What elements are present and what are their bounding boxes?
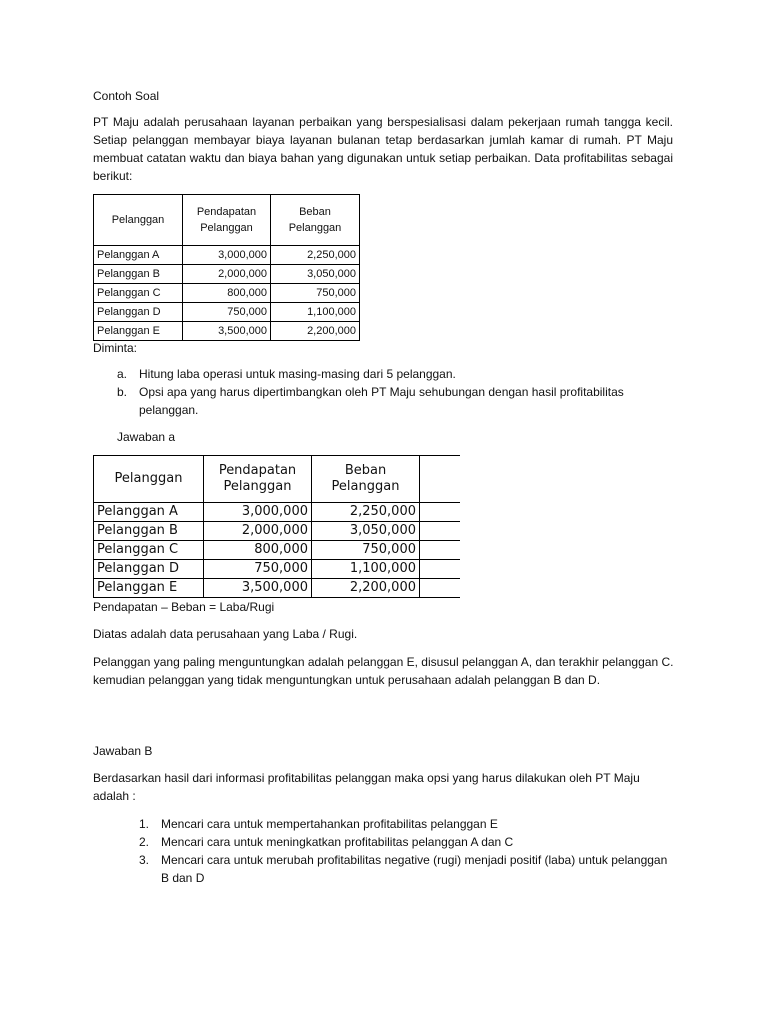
profit-table-2 — [93, 455, 460, 598]
table-cell: Pelanggan E — [94, 579, 204, 598]
table2-header-cell: Beban Pelanggan — [312, 456, 420, 503]
table-cell: 750,000 — [183, 303, 271, 322]
list-marker: a. — [117, 367, 128, 381]
table1-header-cell: Pelanggan — [94, 195, 183, 246]
table-row — [94, 503, 460, 522]
jawaban-b-intro: Berdasarkan hasil dari informasi profitabilitas pelanggan maka opsi yang harus dilakukan oleh PT Maju adalah : — [93, 771, 640, 803]
table-cell: Pelanggan C — [94, 541, 204, 560]
table-cell: 2,250,000 — [312, 503, 420, 522]
table-cell: 2,000,000 — [183, 265, 271, 284]
table-cell: 3,500,000 — [204, 579, 312, 598]
table-row — [94, 284, 360, 303]
table2-clip — [93, 455, 461, 595]
table-cell: 3,050,000 — [271, 265, 360, 284]
table-cell: 2,250,000 — [271, 246, 360, 265]
table-cell-empty — [420, 541, 460, 560]
list-text: Hitung laba operasi untuk masing-masing dari 5 pelanggan. — [139, 367, 456, 381]
table-cell: Pelanggan A — [94, 246, 183, 265]
table-row — [94, 541, 460, 560]
table-cell: 3,000,000 — [204, 503, 312, 522]
table-row — [94, 246, 360, 265]
table-cell: Pelanggan C — [94, 284, 183, 303]
formula-text: Pendapatan – Beban = Laba/Rugi — [93, 600, 275, 614]
table-row — [94, 560, 460, 579]
table1-header-row — [94, 195, 360, 246]
table-cell: Pelanggan E — [94, 322, 183, 341]
list-text: Opsi apa yang harus dipertimbangkan oleh PT Maju sehubungan dengan hasil profitabilitas pelanggan. — [139, 385, 624, 417]
table-cell: 750,000 — [204, 560, 312, 579]
table1-clip — [93, 194, 363, 337]
table-cell-empty — [420, 560, 460, 579]
heading-contoh-soal: Contoh Soal — [93, 89, 160, 103]
table-cell: 1,100,000 — [312, 560, 420, 579]
diminta-label: Diminta: — [93, 341, 138, 355]
table-cell: Pelanggan D — [94, 560, 204, 579]
table-cell: Pelanggan D — [94, 303, 183, 322]
table2-header-cell: Pelanggan — [94, 456, 204, 503]
table-cell: 3,050,000 — [312, 522, 420, 541]
list-marker: 3. — [139, 853, 150, 867]
table-cell-empty — [420, 579, 460, 598]
table-cell: 3,500,000 — [183, 322, 271, 341]
jawaban-b-label: Jawaban B — [93, 744, 153, 758]
table-cell: 2,000,000 — [204, 522, 312, 541]
list-text: Mencari cara untuk meningkatkan profitabilitas pelanggan A dan C — [161, 835, 514, 849]
table-cell: Pelanggan B — [94, 265, 183, 284]
list-text: Mencari cara untuk merubah profitabilitas negative (rugi) menjadi positif (laba) untuk pelanggan B dan D — [161, 853, 668, 885]
table-cell: 800,000 — [183, 284, 271, 303]
table-row — [94, 579, 460, 598]
jawaban-a-label: Jawaban a — [117, 430, 176, 444]
table-cell: 1,100,000 — [271, 303, 360, 322]
table-row — [94, 322, 360, 341]
list-marker: 2. — [139, 835, 150, 849]
table-cell: Pelanggan B — [94, 522, 204, 541]
profit-table-1 — [93, 194, 360, 341]
table-row — [94, 265, 360, 284]
table-row — [94, 522, 460, 541]
conclusion-paragraph: Pelanggan yang paling menguntungkan adalah pelanggan E, disusul pelanggan A, dan terakhir pelanggan C. kemudian pelanggan yang tidak menguntungkan untuk perusahaan adalah pelanggan B dan D. — [93, 655, 674, 687]
list-marker: 1. — [139, 817, 150, 831]
table-cell: 2,200,000 — [312, 579, 420, 598]
table-cell: 800,000 — [204, 541, 312, 560]
table-cell: 3,000,000 — [183, 246, 271, 265]
note-text: Diatas adalah data perusahaan yang Laba / Rugi. — [93, 627, 358, 641]
table1-header-cell: Pendapatan Pelanggan — [183, 195, 271, 246]
list-marker: b. — [117, 385, 128, 399]
table-cell-empty — [420, 503, 460, 522]
table2-empty-cell — [420, 456, 460, 503]
table-row — [94, 303, 360, 322]
intro-paragraph: PT Maju adalah perusahaan layanan perbaikan yang berspesialisasi dalam pekerjaan rumah tangga kecil. Setiap pelanggan membayar biaya layanan bulanan tetap berdasarkan jumlah kamar di rumah. PT Maju membuat catatan waktu dan biaya bahan yang digunakan untuk setiap perbaikan. Data profitabilitas sebagai berikut: — [93, 115, 673, 183]
table-cell: 750,000 — [271, 284, 360, 303]
table2-header-row — [94, 456, 460, 503]
table2-header-cell: Pendapatan Pelanggan — [204, 456, 312, 503]
table-cell-empty — [420, 522, 460, 541]
table-cell: 750,000 — [312, 541, 420, 560]
table-cell: Pelanggan A — [94, 503, 204, 522]
table1-header-cell: Beban Pelanggan — [271, 195, 360, 246]
list-text: Mencari cara untuk mempertahankan profitabilitas pelanggan E — [161, 817, 498, 831]
table-cell: 2,200,000 — [271, 322, 360, 341]
